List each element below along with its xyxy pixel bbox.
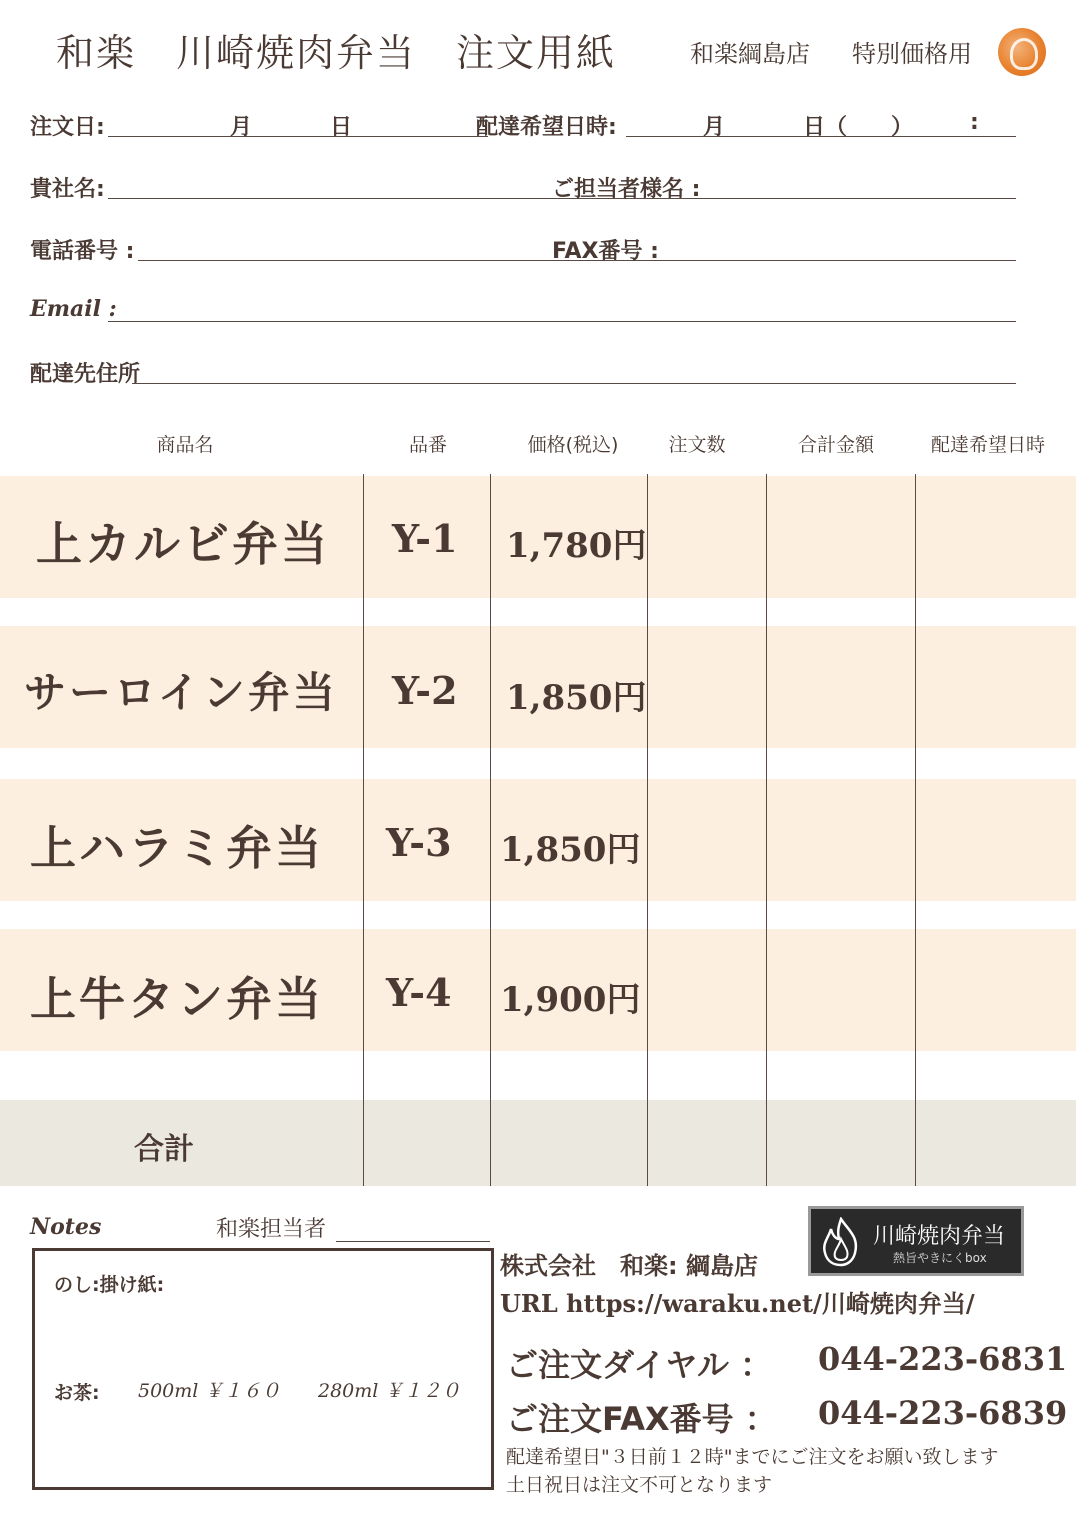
address-label: 配達先住所 — [30, 362, 141, 387]
header-product-name: 商品名 — [156, 434, 214, 456]
company-name: 株式会社 和楽: 綱島店 — [500, 1252, 758, 1280]
order-dial-number[interactable]: 044-223-6831 — [818, 1340, 1068, 1378]
website-url[interactable]: URL https://waraku.net/川崎焼肉弁当/ — [500, 1289, 975, 1318]
order-fax-number: 044-223-6839 — [818, 1394, 1068, 1432]
badge-subtitle: 熱旨やきにくbox — [893, 1251, 987, 1265]
header-quantity: 注文数 — [668, 434, 726, 456]
brand-logo-icon — [998, 28, 1046, 76]
product-code: Y-4 — [386, 970, 452, 1015]
total-label: 合計 — [134, 1132, 194, 1167]
product-price: 1,850円 — [506, 678, 647, 718]
phone-label: 電話番号 : — [30, 239, 135, 264]
column-divider — [363, 474, 364, 1186]
column-divider — [915, 474, 916, 1186]
header-total: 合計金額 — [797, 434, 874, 456]
delivery-datetime-label: 配達希望日時: — [476, 115, 617, 140]
notes-label: Notes — [30, 1214, 102, 1240]
order-fax-label: ご注文FAX番号 ： — [506, 1400, 777, 1438]
column-divider — [647, 474, 648, 1186]
store-name: 和楽綱島店 — [690, 40, 810, 68]
email-label: Email : — [30, 296, 117, 322]
address-field[interactable] — [132, 383, 1016, 384]
company-label: 貴社名: — [30, 177, 105, 202]
staff-label: 和楽担当者 — [216, 1217, 327, 1242]
header-delivery-datetime: 配達希望日時 — [930, 434, 1045, 456]
noshi-label: のし:掛け紙: — [54, 1274, 165, 1296]
product-name: 上牛タン弁当 — [30, 972, 324, 1026]
product-price: 1,850円 — [500, 830, 641, 870]
staff-field[interactable] — [336, 1241, 490, 1242]
column-divider — [766, 474, 767, 1186]
header-price: 価格(税込) — [527, 434, 619, 456]
order-date-label: 注文日: — [30, 115, 105, 140]
order-dial-label: ご注文ダイヤル ： — [506, 1346, 773, 1384]
contact-person-label: ご担当者様名 : — [552, 177, 701, 202]
flame-icon — [819, 1217, 863, 1267]
holiday-notice: 土日祝日は注文不可となります — [506, 1474, 773, 1496]
product-code: Y-1 — [392, 516, 458, 561]
column-divider — [490, 474, 491, 1186]
brand-badge — [808, 1206, 1024, 1276]
product-name: 上カルビ弁当 — [36, 517, 330, 571]
page-title: 和楽 川崎焼肉弁当 注文用紙 — [56, 31, 617, 75]
delivery-month-label: 月 — [703, 115, 726, 140]
product-name: 上ハラミ弁当 — [30, 821, 324, 875]
order-day-label: 日 — [330, 115, 353, 140]
delivery-time-colon: : — [970, 110, 979, 135]
product-code: Y-2 — [392, 668, 458, 713]
header-product-code: 品番 — [408, 434, 447, 456]
tea-500-price: 500ml ￥１６０ — [138, 1380, 281, 1402]
email-field[interactable] — [108, 321, 1016, 322]
delivery-notice: 配達希望日"３日前１２時"までにご注文をお願い致します — [506, 1446, 999, 1468]
product-code: Y-3 — [386, 820, 452, 865]
fax-label: FAX番号 : — [552, 239, 659, 264]
order-date-field[interactable] — [108, 136, 488, 137]
tea-label: お茶: — [54, 1382, 100, 1404]
badge-title: 川崎焼肉弁当 — [873, 1224, 1006, 1249]
delivery-day-label: 日（ ） — [803, 115, 914, 140]
product-name: サーロイン弁当 — [24, 668, 338, 717]
order-month-label: 月 — [230, 115, 253, 140]
product-price: 1,900円 — [500, 980, 641, 1020]
special-price-label: 特別価格用 — [852, 40, 972, 68]
tea-280-price: 280ml ￥１２０ — [318, 1380, 461, 1402]
product-price: 1,780円 — [506, 526, 647, 566]
